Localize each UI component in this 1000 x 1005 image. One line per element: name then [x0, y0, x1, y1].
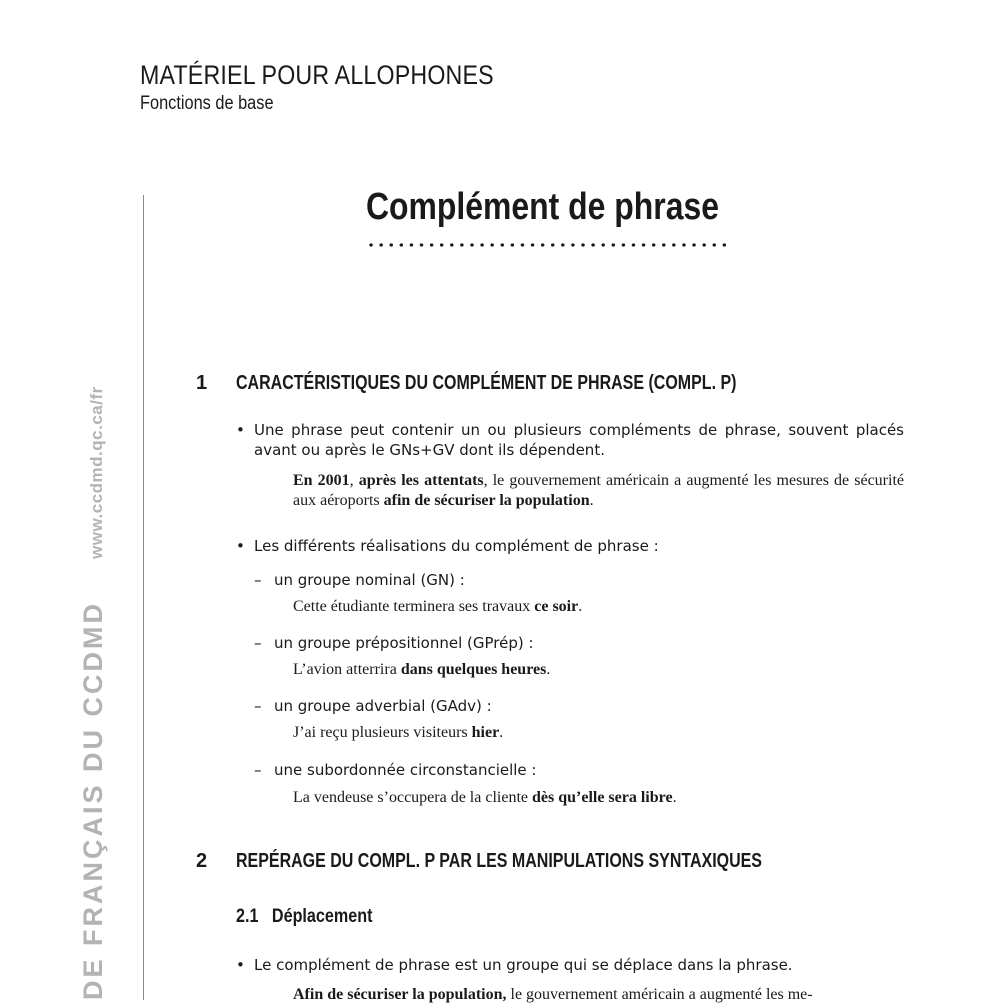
sidebar-url: www.ccdmd.qc.ca/fr [87, 386, 106, 559]
subsection-title: Déplacement [271, 906, 373, 927]
example-text: , le gouvernement américain a augmenté les mesures de sécurité aux aéroports [293, 472, 905, 509]
section-2-heading: REPÉRAGE DU COMPL. P PAR LES MANIPULATIONS SYNTAXIQUES [236, 850, 762, 872]
section-1-number: 1 [196, 372, 208, 394]
dash-marker: – [254, 761, 262, 779]
example-bold: hier [471, 724, 500, 741]
subsection-number: 2.1 [236, 906, 259, 927]
realisation-label: un groupe prépositionnel (GPrép) : [274, 634, 534, 652]
bullet-marker: • [236, 421, 245, 439]
dash-marker: – [254, 697, 262, 715]
sidebar-center-name: DE FRANÇAIS DU CCDMD [78, 601, 108, 1000]
section-2-bullet-1: Le complément de phrase est un groupe qui se déplace dans la phrase. [254, 956, 793, 974]
example-text: . [499, 724, 504, 741]
realisation-example [293, 597, 904, 617]
example-text: J’ai reçu plusieurs visiteurs [293, 724, 472, 741]
page-title: Complément de phrase [366, 186, 719, 228]
example-text: , [349, 472, 359, 489]
example-bold: En 2001 [293, 472, 350, 489]
example-bold: dans quelques heures [400, 661, 547, 678]
sidebar-vertical-text [78, 386, 109, 1000]
title-dotted-underline [366, 242, 730, 248]
dash-marker: – [254, 571, 262, 589]
bullet-marker: • [236, 537, 245, 555]
example-text: Cette étudiante terminera ses travaux [293, 598, 535, 615]
example-text: . [672, 789, 677, 806]
realisation-example [293, 788, 904, 808]
example-text: L’avion atterrira [293, 661, 401, 678]
bullet-marker: • [236, 956, 245, 974]
example-bold: après les attentats [358, 472, 484, 489]
document-header-subtitle: Fonctions de base [140, 93, 274, 114]
realisation-label: un groupe nominal (GN) : [274, 571, 465, 589]
realisation-example [293, 660, 904, 680]
example-text: . [589, 492, 594, 509]
margin-rule [143, 195, 144, 1000]
example-text: . [578, 598, 583, 615]
realisation-label: une subordonnée circonstancielle : [274, 761, 537, 779]
section-1-bullet-1: Une phrase peut contenir un ou plusieurs compléments de phrase, souvent placés avant ou après le GNs+GV dont ils dépendent. [254, 421, 904, 459]
dash-marker: – [254, 634, 262, 652]
section-2-number: 2 [196, 850, 208, 872]
section-1-bullet-2: Les différents réalisations du complément de phrase : [254, 537, 659, 555]
realisation-label: un groupe adverbial (GAdv) : [274, 697, 492, 715]
document-header-title: MATÉRIEL POUR ALLOPHONES [140, 60, 494, 90]
example-text: La vendeuse s’occupera de la cliente [293, 789, 532, 806]
example-text: . [546, 661, 551, 678]
section-1-heading: CARACTÉRISTIQUES DU COMPLÉMENT DE PHRASE (COMPL. P) [236, 372, 737, 394]
section-1-example-1 [293, 471, 904, 511]
example-bold: dès qu’elle sera libre [531, 789, 673, 806]
example-bold: Afin de sécuriser la population, [293, 986, 507, 1003]
example-bold: ce soir [534, 598, 579, 615]
example-bold: afin de sécuriser la population [383, 492, 590, 509]
example-text: le gouvernement américain a augmenté les me- [506, 986, 813, 1003]
realisation-example [293, 723, 904, 743]
section-2-example [293, 985, 904, 1005]
subsection-heading [236, 906, 372, 928]
